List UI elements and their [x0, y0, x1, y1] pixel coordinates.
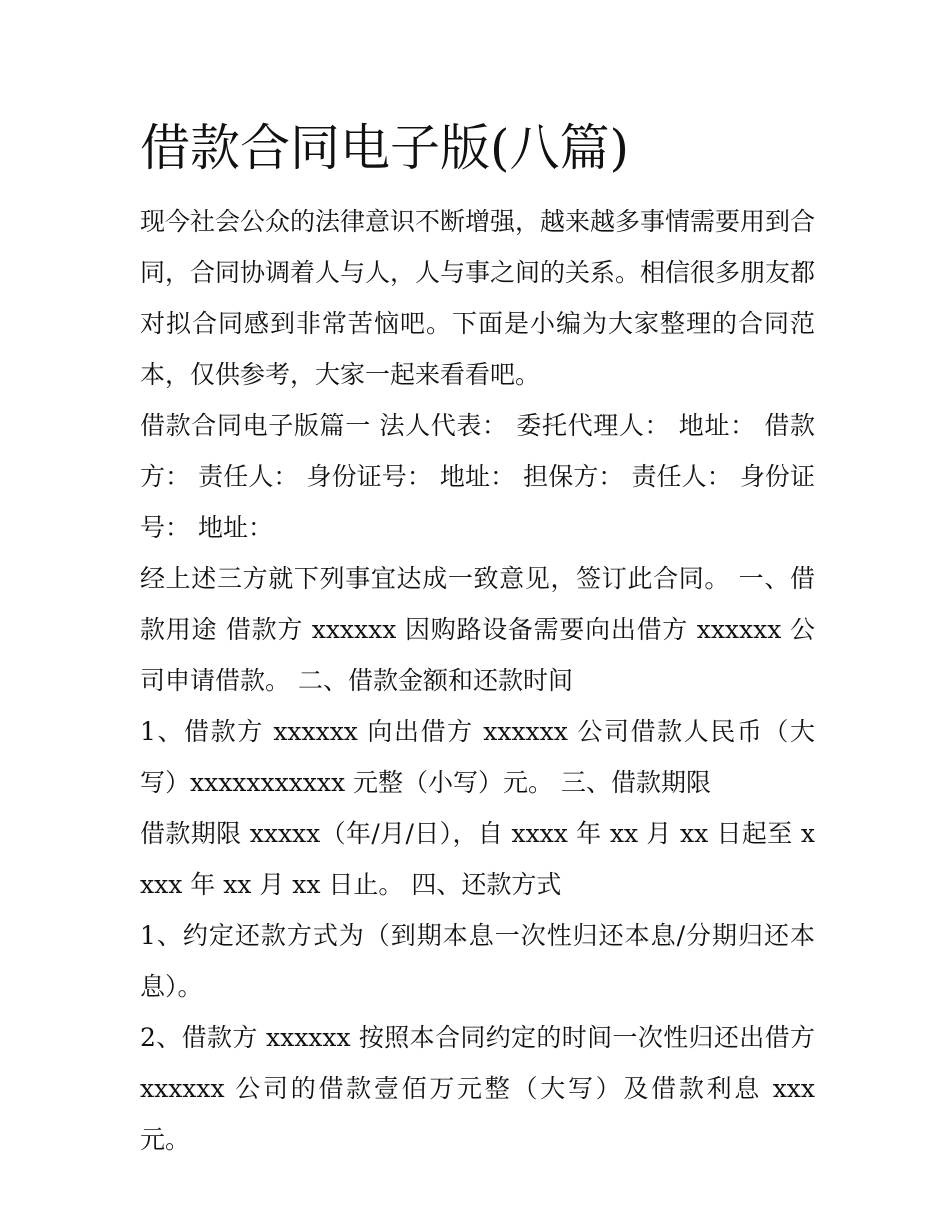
- paragraph-purpose: 经上述三方就下列事宜达成一致意见，签订此合同。 一、借款用途 借款方 xxxxxx 因购路设备需要向出借方 xxxxxx 公司申请借款。 二、借款金额和还款时间: [140, 564, 815, 695]
- paragraph-repayment-method: 1、约定还款方式为（到期本息一次性归还本息/分期归还本息）。: [140, 921, 815, 1001]
- paragraph-repayment-schedule: 2、借款方 xxxxxx 按照本合同约定的时间一次性归还出借方 xxxxxx 公司的借款壹佰万元整（大写）及借款利息 xxx 元。: [140, 1023, 815, 1154]
- document-title: 借款合同电子版(八篇): [140, 119, 630, 177]
- document-body: [140, 196, 815, 1165]
- paragraph-term: 借款期限 xxxxx（年/月/日），自 xxxx 年 xx 月 xx 日起至 xxxx 年 xx 月 xx 日止。 四、还款方式: [140, 819, 815, 899]
- paragraph-amount: 1、借款方 xxxxxx 向出借方 xxxxxx 公司借款人民币（大写）xxxxxxxxxxx 元整（小写）元。 三、借款期限: [140, 717, 815, 797]
- paragraph-parties: 借款合同电子版篇一 法人代表： 委托代理人： 地址： 借款方： 责任人： 身份证号： 地址： 担保方： 责任人： 身份证号： 地址：: [140, 411, 815, 542]
- paragraph-intro: 现今社会公众的法律意识不断增强，越来越多事情需要用到合同，合同协调着人与人，人与事之间的关系。相信很多朋友都对拟合同感到非常苦恼吧。下面是小编为大家整理的合同范本，仅供参考，大家一起来看看吧。: [140, 207, 816, 389]
